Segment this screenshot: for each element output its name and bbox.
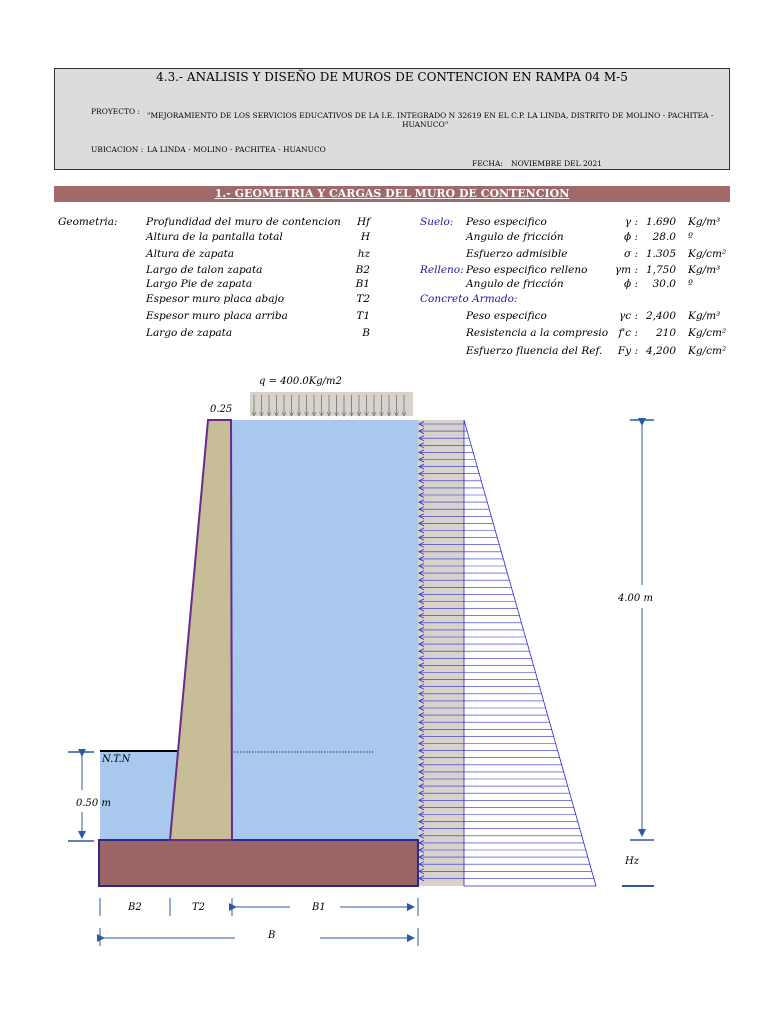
geometry-symbol: B1 — [355, 278, 370, 290]
proyecto-value-1: "MEJORAMIENTO DE LOS SERVICIOS EDUCATIVOS DE LA I.E. INTEGRADO N 32619 EN EL C.P. LA LINDA, DISTRITO DE MOLINO - PACHITEA - — [147, 111, 714, 120]
concreto-unit: Kg/cm² — [688, 327, 727, 339]
geometry-symbol: H — [360, 231, 370, 243]
fecha-value: NOVIEMBRE DEL 2021 — [511, 159, 603, 168]
suelo-desc: Peso especifico — [466, 216, 547, 228]
top-width-label: 0.25 — [210, 404, 233, 415]
wall-stem — [170, 420, 232, 840]
proyecto-value-2: HUANUCO" — [402, 120, 449, 129]
suelo-value: 28.0 — [652, 231, 676, 243]
concreto-symbol: Fy : — [617, 345, 638, 357]
concreto-desc: Resistencia a la compresio — [466, 327, 609, 339]
fecha-label: FECHA: — [472, 159, 503, 168]
relleno-symbol: γm : — [614, 264, 638, 276]
suelo-unit: Kg/m³ — [688, 216, 721, 228]
geometry-symbol: hz — [357, 248, 370, 260]
geometry-desc: Largo de zapata — [146, 327, 233, 339]
suelo-symbol: σ : — [623, 248, 638, 260]
document-title: 4.3.- ANALISIS Y DISEÑO DE MUROS DE CONTENCION EN RAMPA 04 M-5 — [156, 70, 628, 84]
pressure-zone — [418, 420, 464, 886]
geometry-desc: Altura de la pantalla total — [146, 231, 283, 243]
relleno-symbol: ϕ : — [623, 278, 638, 290]
geometry-symbol: B — [362, 327, 370, 339]
section-title: 1.- GEOMETRIA Y CARGAS DEL MURO DE CONTENCION — [214, 187, 570, 200]
geometry-desc: Espesor muro placa arriba — [146, 310, 288, 322]
relleno-value: 30.0 — [652, 278, 676, 290]
suelo-value: 1.305 — [645, 248, 676, 260]
relleno-unit: Kg/m³ — [688, 264, 721, 276]
suelo-unit: º — [688, 231, 693, 243]
suelo-label: Suelo: — [420, 216, 454, 228]
geometry-symbol: T2 — [356, 293, 370, 305]
geometry-desc: Profundidad del muro de contencion — [146, 216, 341, 228]
concreto-symbol: γc : — [618, 310, 638, 322]
suelo-symbol: ϕ : — [623, 231, 638, 243]
surcharge-label: q = 400.0Kg/m2 — [259, 376, 342, 387]
concreto-desc: Peso especifico — [466, 310, 547, 322]
concreto-unit: Kg/m³ — [688, 310, 721, 322]
hz-label: Hz — [625, 856, 639, 867]
geometry-symbol: T1 — [356, 310, 370, 322]
ubicacion-value: LA LINDA - MOLINO - PACHITEA - HUANUCO — [147, 145, 326, 154]
backfill-soil — [232, 420, 418, 840]
geometry-desc: Altura de zapata — [146, 248, 235, 260]
concreto-desc: Esfuerzo fluencia del Ref. — [466, 345, 603, 357]
relleno-value: 1,750 — [645, 264, 676, 276]
relleno-desc: Angulo de fricción — [466, 278, 564, 290]
relleno-desc: Peso especifico relleno — [466, 264, 588, 276]
b-label: B — [268, 930, 276, 941]
geometry-symbol: Hf — [356, 216, 370, 228]
suelo-desc: Esfuerzo admisible — [466, 248, 568, 260]
suelo-unit: Kg/cm² — [688, 248, 727, 260]
ntn-label: N.T.N — [102, 754, 131, 765]
suelo-value: 1.690 — [645, 216, 676, 228]
concreto-label: Concreto Armado: — [420, 293, 518, 305]
proyecto-label: PROYECTO : — [91, 107, 141, 116]
footing — [99, 840, 418, 886]
concreto-value: 210 — [655, 327, 676, 339]
geometry-label: Geometria: — [58, 216, 118, 228]
geometry-desc: Largo Pie de zapata — [146, 278, 253, 290]
geometry-desc: Largo de talon zapata — [146, 264, 263, 276]
concreto-value: 2,400 — [645, 310, 676, 322]
relleno-label: Relleno: — [420, 264, 464, 276]
b2-label: B2 — [128, 902, 142, 913]
suelo-desc: Angulo de fricción — [466, 231, 564, 243]
concreto-value: 4,200 — [645, 345, 676, 357]
depth-label: 0.50 m — [76, 798, 111, 809]
concreto-unit: Kg/cm² — [688, 345, 727, 357]
concreto-symbol: f'c : — [618, 327, 638, 339]
geometry-symbol: B2 — [355, 264, 370, 276]
geometry-desc: Espesor muro placa abajo — [146, 293, 285, 305]
pressure-triangle — [464, 420, 596, 886]
relleno-unit: º — [688, 278, 693, 290]
ubicacion-label: UBICACION : — [91, 145, 144, 154]
t2-label: T2 — [192, 902, 206, 913]
front-soil — [100, 752, 180, 840]
height-label: 4.00 m — [618, 593, 653, 604]
suelo-symbol: γ : — [624, 216, 638, 228]
b1-label: B1 — [312, 902, 326, 913]
